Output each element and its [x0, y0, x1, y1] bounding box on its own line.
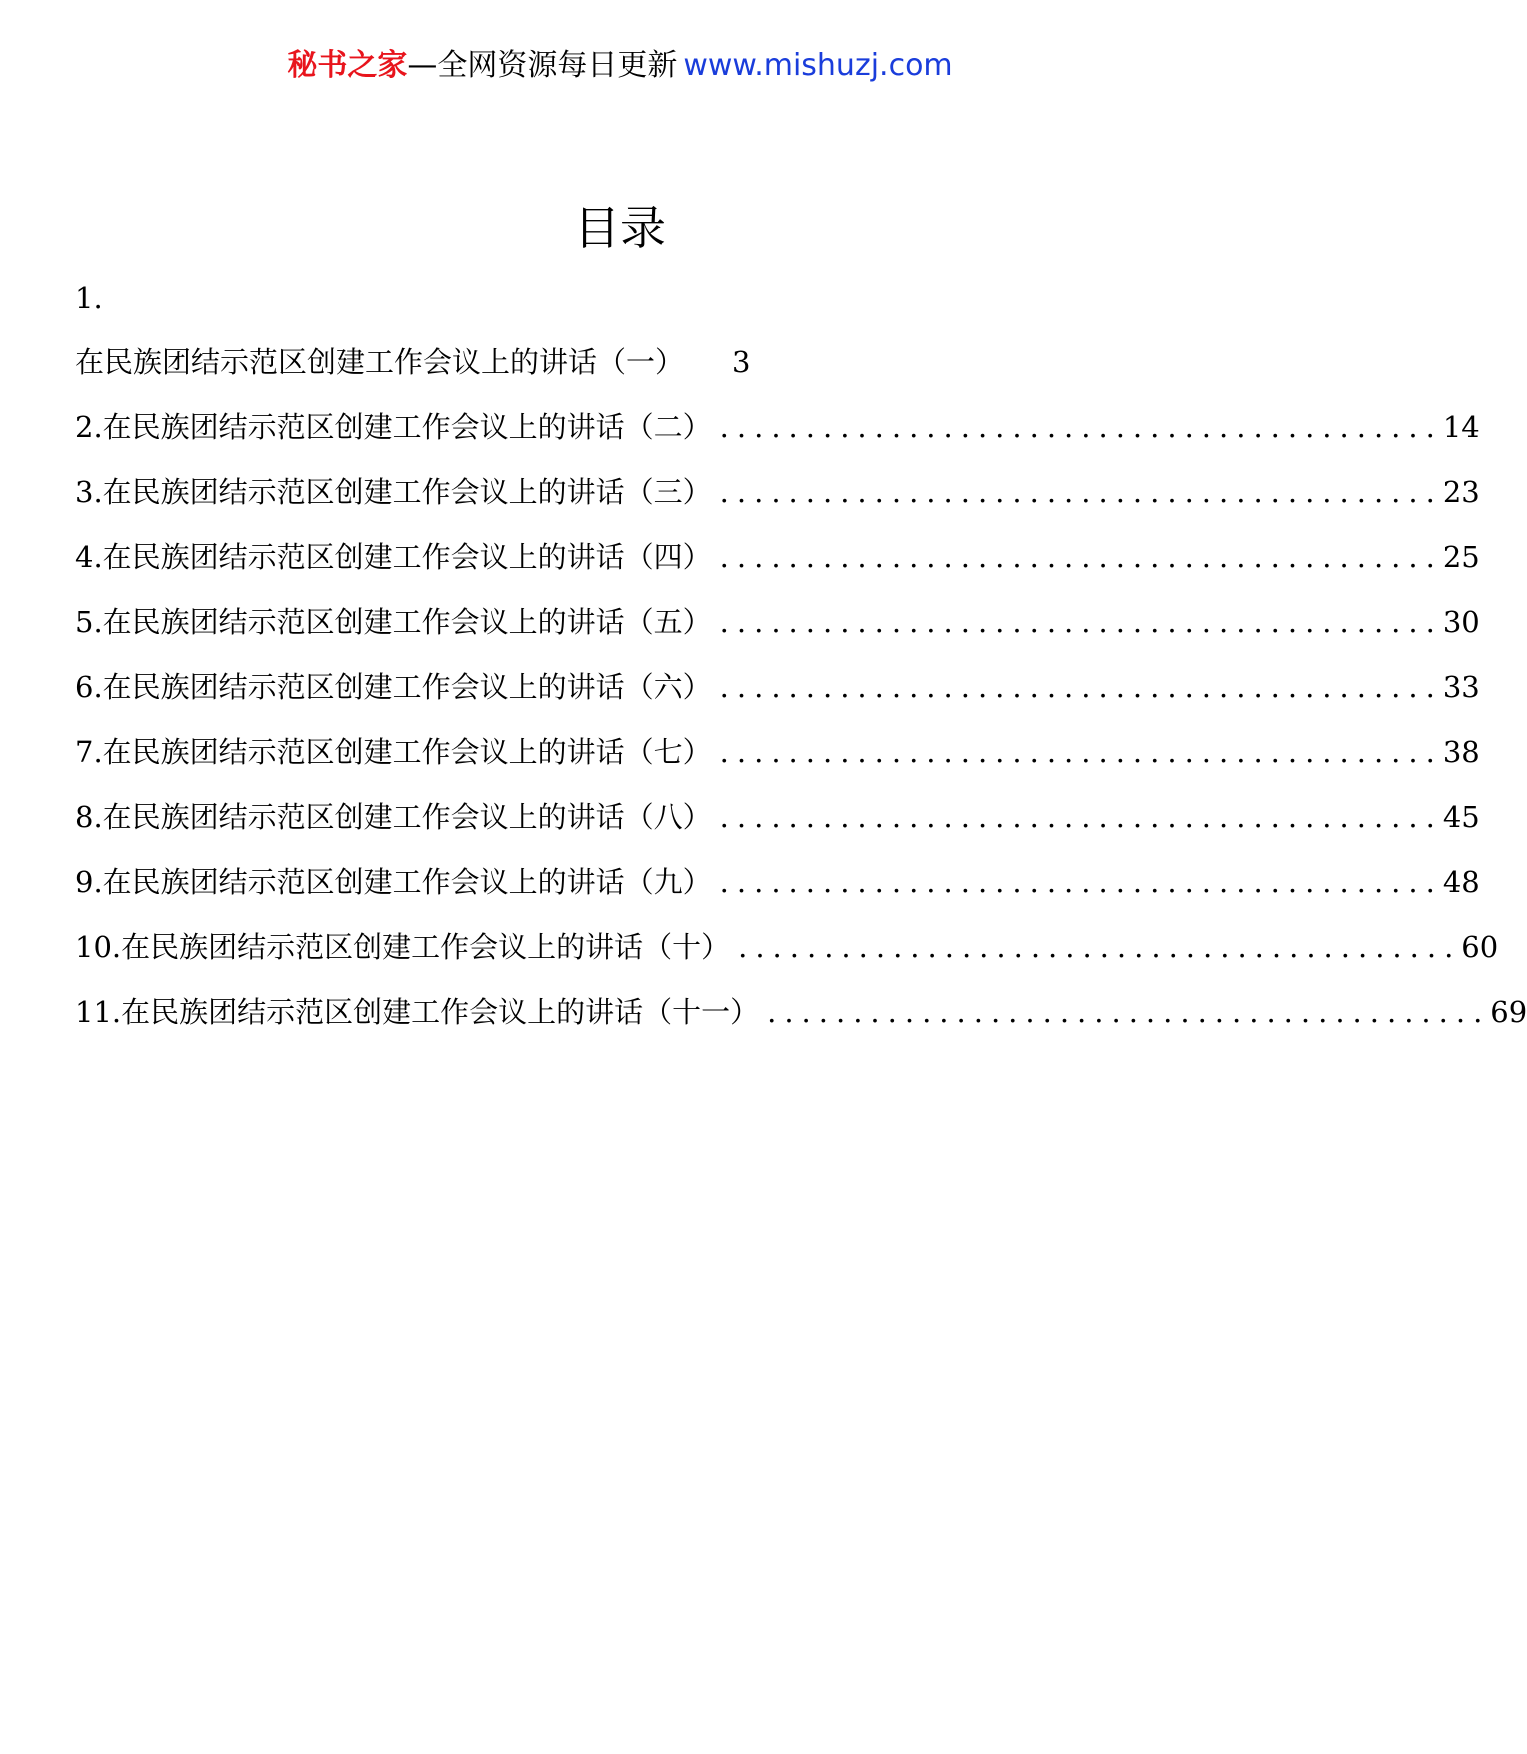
toc-entry-title: 4.在民族团结示范区创建工作会议上的讲话（四） [75, 540, 712, 574]
site-url-link[interactable]: www.mishuzj.com [683, 48, 953, 83]
brand-name: 秘书之家 [287, 48, 408, 83]
dot-leader: .......................................... [719, 410, 1443, 444]
dot-leader: .......................................... [719, 475, 1443, 509]
table-of-contents [75, 266, 1527, 1045]
dot-leader: .......................................... [719, 670, 1443, 704]
toc-entry-page: 69 [1490, 995, 1527, 1029]
toc-entry-title: 9.在民族团结示范区创建工作会议上的讲话（九） [75, 865, 712, 899]
toc-entry-title: 6.在民族团结示范区创建工作会议上的讲话（六） [75, 670, 712, 704]
toc-entry-11[interactable] [75, 980, 1527, 1045]
toc-entry-page: 30 [1442, 605, 1480, 639]
toc-entry-page: 25 [1442, 540, 1480, 574]
toc-entry-8[interactable] [75, 785, 1480, 850]
toc-entry-9[interactable] [75, 850, 1480, 915]
toc-entry-title: 10.在民族团结示范区创建工作会议上的讲话（十） [75, 930, 731, 964]
toc-entry-page: 45 [1442, 800, 1480, 834]
toc-entry-title: 2.在民族团结示范区创建工作会议上的讲话（二） [75, 410, 712, 444]
toc-entry-page: 3 [732, 345, 751, 379]
toc-entry-4[interactable] [75, 525, 1480, 590]
toc-entry-page: 38 [1442, 735, 1480, 769]
toc-title: 目录 [574, 201, 666, 255]
dot-leader: .......................................... [719, 540, 1443, 574]
toc-entry-10[interactable] [75, 915, 1499, 980]
toc-entry-page: 60 [1461, 930, 1499, 964]
toc-entry-5[interactable] [75, 590, 1480, 655]
dot-leader: .......................................... [719, 800, 1443, 834]
toc-entry-7[interactable] [75, 720, 1480, 785]
toc-entry-3[interactable] [75, 460, 1480, 525]
dot-leader: .......................................... [738, 930, 1462, 964]
page-header [0, 44, 1240, 88]
toc-entry-page: 48 [1442, 865, 1480, 899]
dot-leader: .......................................... [719, 865, 1443, 899]
header-slogan: —全网资源每日更新 [407, 48, 678, 83]
toc-entry-6[interactable] [75, 655, 1480, 720]
toc-entry-title: 11.在民族团结示范区创建工作会议上的讲话（十一） [75, 995, 760, 1029]
toc-entry-title: 5.在民族团结示范区创建工作会议上的讲话（五） [75, 605, 712, 639]
toc-entry-title: 8.在民族团结示范区创建工作会议上的讲话（八） [75, 800, 712, 834]
toc-entry-1[interactable] [75, 330, 1160, 395]
toc-entry-2[interactable] [75, 395, 1480, 460]
toc-entry-title: 7.在民族团结示范区创建工作会议上的讲话（七） [75, 735, 712, 769]
toc-entry-page: 23 [1442, 475, 1480, 509]
dot-leader: .......................................... [719, 605, 1443, 639]
dot-leader: .......................................... [767, 995, 1491, 1029]
toc-entry-1-number: 1. [75, 281, 103, 315]
toc-entry-title: 3.在民族团结示范区创建工作会议上的讲话（三） [75, 475, 712, 509]
toc-entry-title: 在民族团结示范区创建工作会议上的讲话（一） [75, 345, 685, 379]
dot-leader: .......................................... [719, 735, 1443, 769]
toc-entry-page: 14 [1442, 410, 1480, 444]
toc-entry-page: 33 [1442, 670, 1480, 704]
